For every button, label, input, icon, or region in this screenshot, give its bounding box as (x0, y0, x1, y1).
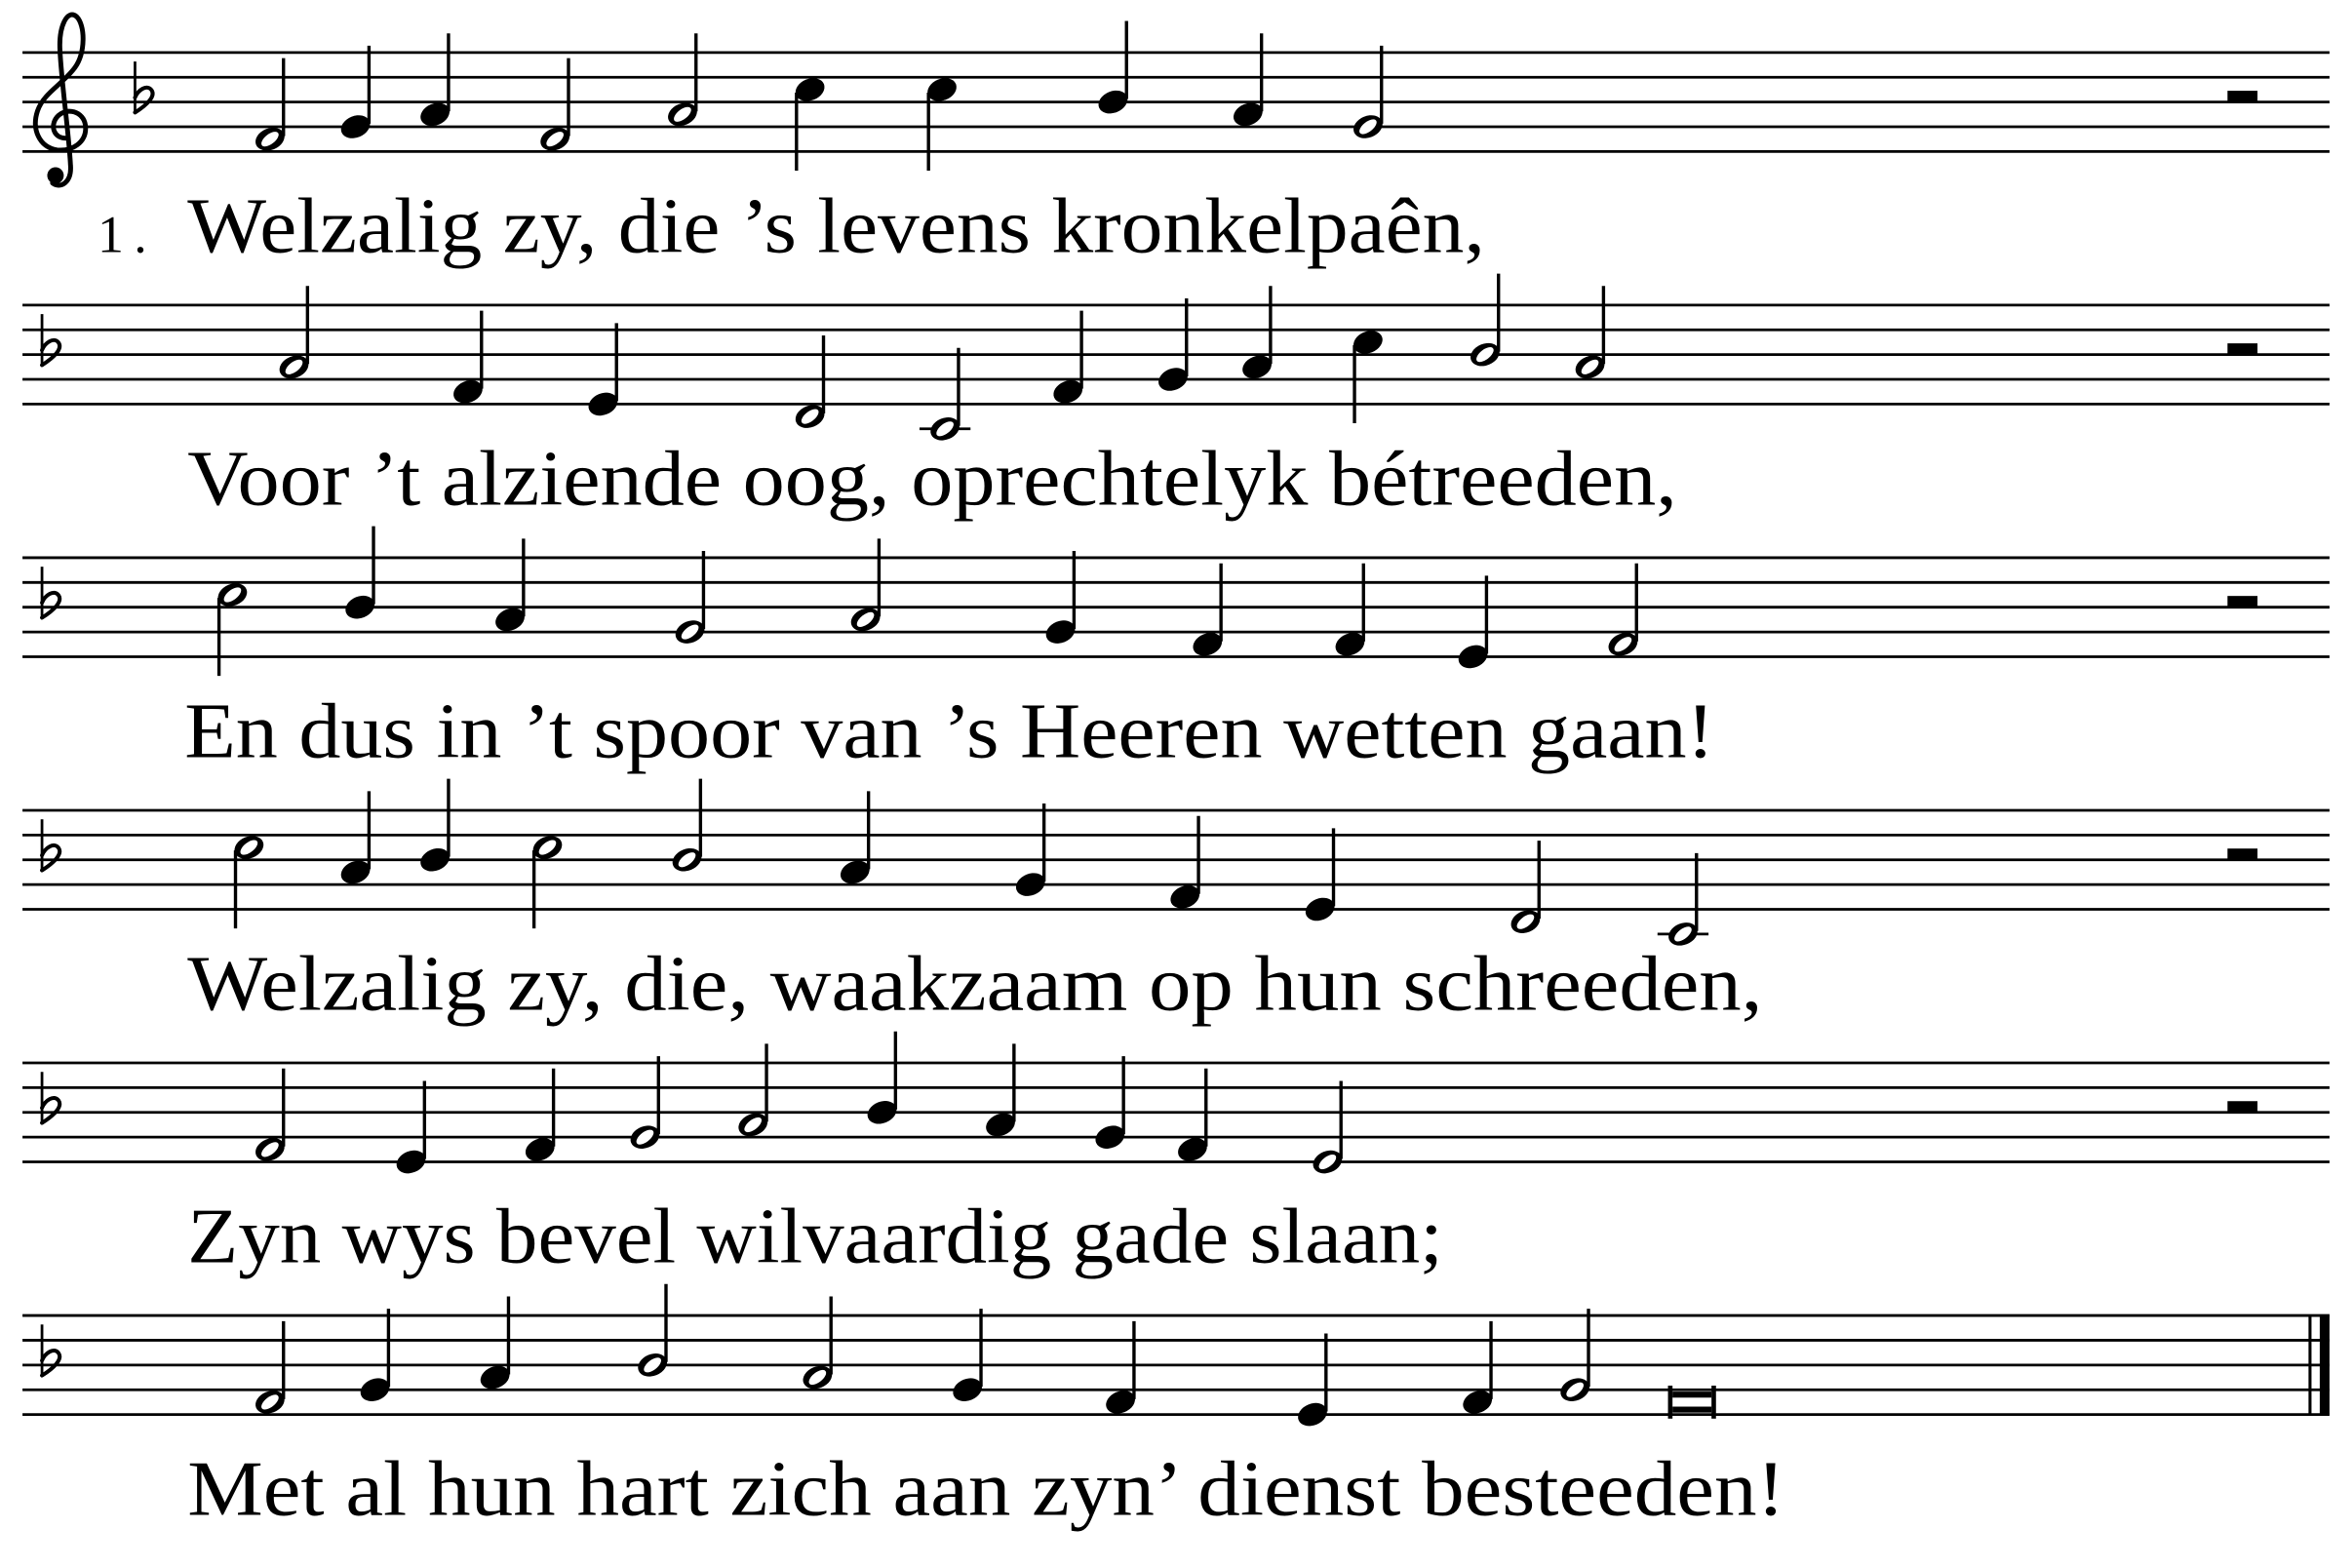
note-quarter (451, 311, 487, 408)
note-half (1557, 1309, 1593, 1405)
note-quarter (950, 1309, 986, 1405)
system-1 (22, 15, 2330, 269)
lyric-line: Voor ’t alziende oog, oprechtelyk bétreeden, (187, 436, 1677, 523)
lyric-line: Welzalig zy, die ’s levens kronkelpaên, (187, 183, 1485, 270)
breve-side (1711, 1386, 1716, 1419)
note-quarter (792, 74, 828, 171)
note-quarter (393, 1080, 429, 1177)
note-half (252, 1069, 288, 1165)
note-quarter (1239, 286, 1275, 382)
note-half (276, 286, 312, 382)
system-2 (22, 274, 2330, 523)
note-quarter (1092, 1056, 1128, 1153)
flat-bowl (135, 88, 152, 113)
note-half (847, 538, 883, 635)
note-half (252, 1321, 288, 1418)
key-signature-flat-icon (42, 819, 59, 870)
system-6 (22, 1284, 2330, 1533)
note-half (1572, 286, 1608, 382)
key-signature-flat-icon (135, 61, 152, 112)
note-half (1658, 853, 1708, 950)
note-half (215, 579, 251, 676)
note-quarter (492, 538, 529, 635)
note-quarter (1042, 551, 1078, 647)
note-half (664, 33, 700, 130)
key-signature-flat-icon (42, 567, 59, 617)
note-quarter (924, 74, 960, 171)
lyric-line: Zyn wys bevel wilvaardig gade slaan; (187, 1194, 1443, 1280)
note-half (1350, 46, 1386, 142)
note-quarter (1103, 1321, 1139, 1418)
half-rest (2227, 1101, 2257, 1113)
note-half (792, 335, 828, 432)
note-quarter (1190, 564, 1226, 660)
key-signature-flat-icon (42, 1072, 59, 1122)
note-quarter (1460, 1321, 1496, 1418)
note-half (1310, 1080, 1346, 1177)
flat-bowl (42, 340, 59, 366)
note-quarter (417, 33, 453, 130)
note-quarter (337, 46, 373, 142)
note-quarter (1175, 1069, 1211, 1165)
flat-bowl (42, 593, 59, 618)
note-half (1508, 841, 1544, 937)
note-half (669, 779, 705, 876)
verse-number: 1. (97, 205, 147, 264)
key-signature-flat-icon (42, 1324, 59, 1375)
lyric-line: En dus in ’t spoor van ’s Heeren wetten gaan! (184, 688, 1715, 775)
note-half (231, 832, 267, 928)
note-quarter (337, 791, 373, 887)
note-half (672, 551, 708, 647)
note-quarter (1167, 816, 1203, 913)
staff (22, 527, 2330, 676)
breve-side (1668, 1386, 1673, 1419)
note-quarter (522, 1069, 558, 1165)
note-half (735, 1043, 771, 1140)
note-half (529, 832, 566, 928)
note-quarter (837, 791, 873, 887)
note-quarter (1050, 311, 1086, 408)
flat-bowl (42, 1351, 59, 1376)
note-quarter (983, 1043, 1019, 1140)
note-quarter (1230, 33, 1266, 130)
note-quarter (417, 779, 453, 876)
barline-thin (2308, 1315, 2311, 1415)
note-half (635, 1284, 671, 1381)
treble-clef-dot (47, 168, 63, 184)
note-quarter (1455, 575, 1491, 672)
note-quarter (1095, 21, 1131, 118)
flat-bowl (42, 845, 59, 871)
note-quarter (357, 1309, 393, 1405)
note-quarter (1302, 828, 1338, 924)
note-quarter (342, 527, 378, 623)
half-rest (2227, 596, 2257, 608)
treble-clef-stroke (35, 15, 85, 185)
note-half (537, 59, 573, 155)
note-quarter (1156, 298, 1192, 395)
note-quarter (585, 323, 621, 419)
note-half (1467, 274, 1503, 371)
note-half (252, 59, 288, 155)
note-quarter (1012, 804, 1048, 900)
note-quarter (1350, 327, 1386, 423)
breve-bar (1672, 1392, 1711, 1397)
system-5 (22, 1032, 2330, 1280)
note-quarter (1295, 1334, 1331, 1431)
staff (22, 1032, 2330, 1178)
note-quarter (1332, 564, 1368, 660)
flat-bowl (42, 1098, 59, 1123)
note-half (627, 1056, 663, 1153)
lyric-line: Met al hun hart zich aan zyn’ dienst besteeden! (187, 1446, 1785, 1533)
key-signature-flat-icon (42, 314, 59, 365)
note-quarter (477, 1296, 513, 1392)
barline-thick (2320, 1315, 2330, 1415)
staff (22, 274, 2330, 445)
staff (22, 779, 2330, 950)
system-4 (22, 779, 2330, 1028)
breve-bar (1672, 1407, 1711, 1413)
staff (22, 15, 2330, 185)
treble-clef-icon (35, 15, 85, 185)
note-half (800, 1296, 836, 1392)
half-rest (2227, 91, 2257, 102)
system-3 (22, 527, 2330, 775)
half-rest (2227, 343, 2257, 355)
note-half (920, 348, 970, 445)
note-quarter (864, 1032, 900, 1128)
lyric-line: Welzalig zy, die, waakzaam op hun schreeden, (187, 941, 1763, 1028)
staff (22, 1284, 2330, 1431)
note-half (1605, 564, 1641, 660)
half-rest (2227, 848, 2257, 860)
